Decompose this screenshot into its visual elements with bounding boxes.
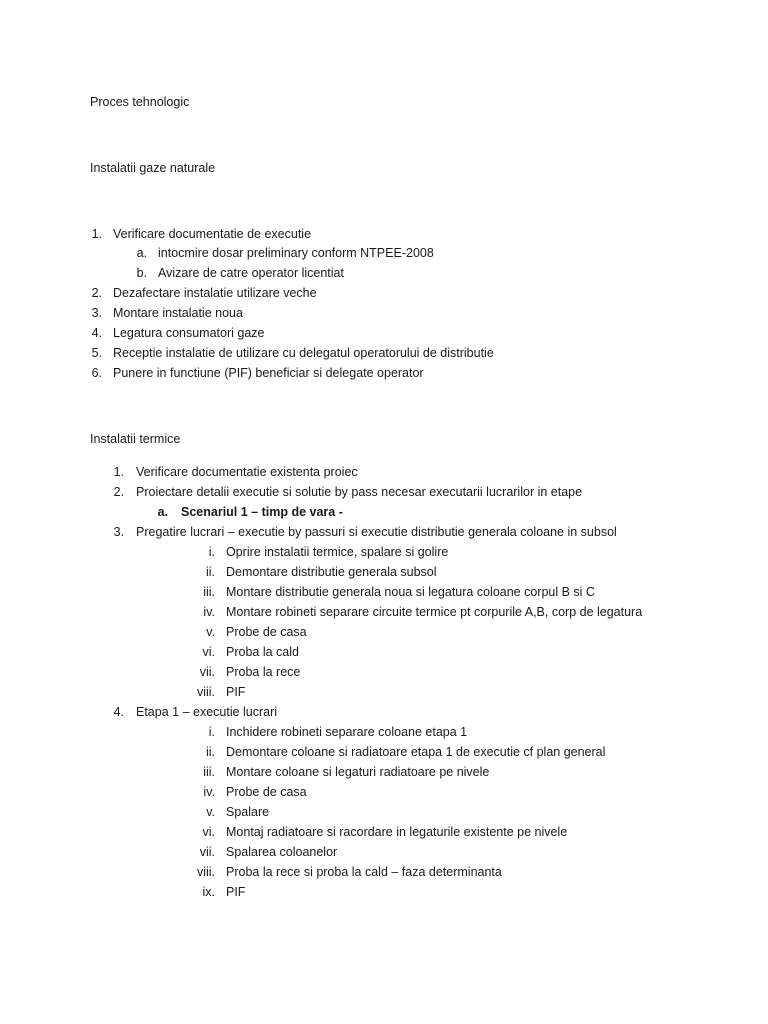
list-marker: vii. bbox=[199, 665, 215, 679]
list-marker: a. bbox=[136, 246, 147, 260]
list-item: PIF bbox=[226, 885, 246, 899]
list-item: Proba la cald bbox=[226, 645, 299, 659]
document-title: Proces tehnologic bbox=[90, 95, 190, 109]
list-marker: v. bbox=[206, 625, 215, 639]
list-marker: 1. bbox=[113, 465, 124, 479]
list-marker: 3. bbox=[113, 525, 124, 539]
list-item: Probe de casa bbox=[226, 785, 307, 799]
list-marker: iii. bbox=[203, 585, 215, 599]
list-marker: vi. bbox=[202, 645, 215, 659]
list-item: intocmire dosar preliminary conform NTPEE-2008 bbox=[158, 246, 434, 260]
list-item: Spalarea coloanelor bbox=[226, 845, 338, 859]
list-marker: iv. bbox=[203, 605, 215, 619]
list-marker: 5. bbox=[91, 346, 102, 360]
list-item: Legatura consumatori gaze bbox=[113, 326, 265, 340]
list-item: Proiectare detalii executie si solutie by pass necesar executarii lucrarilor in etape bbox=[136, 485, 583, 499]
list-item: Proba la rece si proba la cald – faza determinanta bbox=[226, 865, 502, 879]
section-heading-gas: Instalatii gaze naturale bbox=[90, 161, 216, 175]
list-marker: iii. bbox=[203, 765, 215, 779]
list-item: Inchidere robineti separare coloane etapa 1 bbox=[226, 725, 468, 739]
section-heading-thermal: Instalatii termice bbox=[90, 432, 181, 446]
list-marker: 2. bbox=[91, 286, 102, 300]
list-item: Spalare bbox=[226, 805, 270, 819]
list-item: Dezafectare instalatie utilizare veche bbox=[113, 286, 317, 300]
list-marker: 4. bbox=[113, 705, 124, 719]
list-item: Demontare distributie generala subsol bbox=[226, 565, 437, 579]
list-marker: 2. bbox=[113, 485, 124, 499]
list-marker: iv. bbox=[203, 785, 215, 799]
list-marker: b. bbox=[136, 266, 147, 280]
list-marker: vi. bbox=[202, 825, 215, 839]
list-marker: vii. bbox=[199, 845, 215, 859]
list-item: Verificare documentatie existenta proiec bbox=[136, 465, 358, 479]
list-item: Receptie instalatie de utilizare cu delegatul operatorului de distributie bbox=[113, 346, 494, 360]
list-item: Punere in functiune (PIF) beneficiar si delegate operator bbox=[113, 366, 424, 380]
list-item: Montare coloane si legaturi radiatoare pe nivele bbox=[226, 765, 490, 779]
list-marker: viii. bbox=[196, 685, 215, 699]
list-marker: 3. bbox=[91, 306, 102, 320]
list-item: Montare robineti separare circuite termice pt corpurile A,B, corp de legatura bbox=[226, 605, 643, 619]
list-marker: ix. bbox=[202, 885, 215, 899]
list-item: Demontare coloane si radiatoare etapa 1 de executie cf plan general bbox=[226, 745, 606, 759]
list-marker: ii. bbox=[205, 565, 215, 579]
list-item: Proba la rece bbox=[226, 665, 301, 679]
list-marker: i. bbox=[208, 725, 215, 739]
list-item: Probe de casa bbox=[226, 625, 307, 639]
list-item: PIF bbox=[226, 685, 246, 699]
list-marker: 4. bbox=[91, 326, 102, 340]
list-marker: 6. bbox=[91, 366, 102, 380]
list-item: Verificare documentatie de executie bbox=[113, 227, 312, 241]
list-item: Montare distributie generala noua si legatura coloane corpul B si C bbox=[226, 585, 595, 599]
list-item: Pregatire lucrari – executie by passuri si executie distributie generala coloane in subsol bbox=[136, 525, 617, 539]
scenario-subheading: Scenariul 1 – timp de vara - bbox=[181, 505, 343, 519]
list-marker: ii. bbox=[205, 745, 215, 759]
list-marker: viii. bbox=[196, 865, 215, 879]
list-item: Montare instalatie noua bbox=[113, 306, 243, 320]
list-item: Avizare de catre operator licentiat bbox=[158, 266, 344, 280]
list-marker: 1. bbox=[91, 227, 102, 241]
list-item: Etapa 1 – executie lucrari bbox=[136, 705, 278, 719]
list-marker: i. bbox=[208, 545, 215, 559]
list-marker: v. bbox=[206, 805, 215, 819]
list-item: Oprire instalatii termice, spalare si golire bbox=[226, 545, 449, 559]
list-item: Montaj radiatoare si racordare in legaturile existente pe nivele bbox=[226, 825, 568, 839]
list-marker: a. bbox=[157, 505, 168, 519]
